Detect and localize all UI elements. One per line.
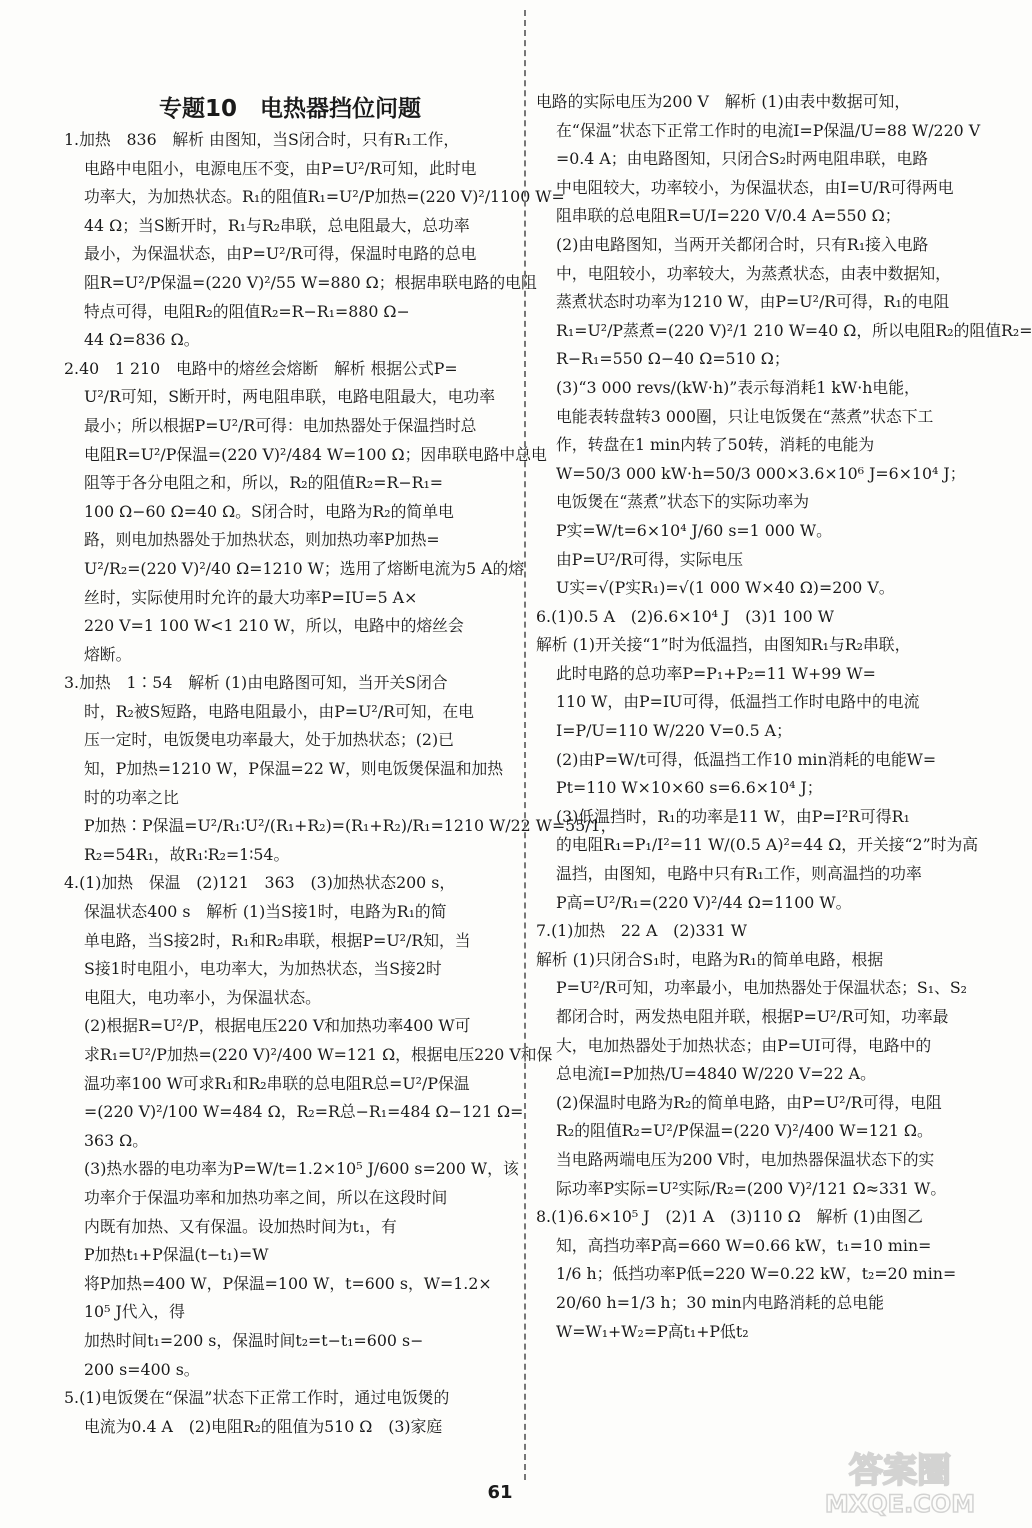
text-line: (3)热水器的电功率为P=W/t=1.2×10⁵ J/600 s=200 W，该 <box>84 1159 519 1179</box>
text-line: R₁=U²/P蒸煮=(220 V)²/1 210 W=40 Ω，所以电阻R₂的阻值R₂= <box>556 320 1032 340</box>
text-line: 解析 (1)开关接“1”时为低温挡，由图知R₁与R₂串联， <box>536 635 911 655</box>
text-line: 温功率100 W可求R₁和R₂串联的总电阻R总=U²/P保温 <box>84 1073 470 1093</box>
text-line: P=U²/R可知，功率最小，电加热器处于保温状态；S₁、S₂ <box>556 978 967 998</box>
text-line: 解析 (1)只闭合S₁时，电路为R₁的简单电路，根据 <box>536 949 884 969</box>
text-line: 电阻大，电功率小，为保温状态。 <box>84 987 321 1007</box>
text-line: W=50/3 000 kW·h=50/3 000×3.6×10⁶ J=6×10⁴ J； <box>556 463 966 483</box>
text-line: =(220 V)²/100 W=484 Ω，R₂=R总−R₁=484 Ω−121 Ω= <box>84 1102 524 1122</box>
text-line: 温挡，由图知，电路中只有R₁工作，则高温挡的功率 <box>556 864 922 884</box>
text-line: =0.4 A；由电路图知，只闭合S₂时两电阻串联，电路 <box>556 149 929 169</box>
text-line: 功率介于保温功率和加热功率之间，所以在这段时间 <box>84 1187 448 1207</box>
text-line: 7.(1)加热 22 A (2)331 W <box>536 921 747 941</box>
text-line: 总电流I=P加热/U=4840 W/220 V=22 A。 <box>556 1064 876 1084</box>
text-line: (3)低温挡时，R₁的功率是11 W，由P=I²R可得R₁ <box>556 806 910 826</box>
page-number: 61 <box>487 1482 513 1503</box>
text-line: 丝时，实际使用时允许的最大功率P=IU=5 A× <box>84 587 418 607</box>
text-line: 单电路，当S接2时，R₁和R₂串联，根据P=U²/R知，当 <box>84 930 471 950</box>
text-line: 8.(1)6.6×10⁵ J (2)1 A (3)110 Ω 解析 (1)由图乙 <box>536 1207 923 1227</box>
text-line: 由P=U²/R可得，实际电压 <box>556 549 744 569</box>
text-line: 110 W，由P=IU可得，低温挡工作时电路中的电流 <box>556 692 920 712</box>
text-line: 际功率P实际=U²实际/R₂=(200 V)²/121 Ω≈331 W。 <box>556 1178 947 1198</box>
right-column <box>536 0 1032 1490</box>
text-line: 1/6 h；低挡功率P低=220 W=0.22 kW，t₂=20 min= <box>556 1264 957 1284</box>
text-line: 将P加热=400 W，P保温=100 W，t=600 s，W=1.2× <box>84 1273 492 1293</box>
text-line: Pt=110 W×10×60 s=6.6×10⁴ J； <box>556 778 823 798</box>
text-line: 知，P加热=1210 W，P保温=22 W，则电饭煲保温和加热 <box>84 759 504 779</box>
text-line: (2)保温时电路为R₂的简单电路，由P=U²/R可得，电阻 <box>556 1092 942 1112</box>
text-line: 保温状态400 s 解析 (1)当S接1时，电路为R₁的简 <box>84 902 447 922</box>
text-line: 1.加热 836 解析 由图知，当S闭合时，只有R₁工作， <box>64 130 460 149</box>
text-line: 220 V=1 100 W<1 210 W，所以，电路中的熔丝会 <box>84 616 464 636</box>
text-line: 4.(1)加热 保温 (2)121 363 (3)加热状态200 s， <box>64 873 456 893</box>
text-line: 电能表转盘转3 000圈，只让电饭煲在“蒸煮”状态下工 <box>556 406 934 426</box>
text-line: 363 Ω。 <box>84 1130 149 1150</box>
text-line: 都闭合时，两发热电阻并联，根据P=U²/R可知，功率最 <box>556 1007 949 1026</box>
text-line: 3.加热 1∶54 解析 (1)由电路图可知，当开关S闭合 <box>64 673 448 693</box>
text-line: R−R₁=550 Ω−40 Ω=510 Ω； <box>556 349 790 369</box>
text-line: R₂的阻值R₂=U²/P保温=(220 V)²/400 W=121 Ω。 <box>556 1121 933 1141</box>
text-line: 求R₁=U²/P加热=(220 V)²/400 W=121 Ω，根据电压220 V和保 <box>84 1045 553 1064</box>
right-text-block <box>536 88 1032 1346</box>
text-line: U实=√(P实R₁)=√(1 000 W×40 Ω)=200 V。 <box>556 578 895 598</box>
watermark-logo <box>810 1446 990 1520</box>
text-line: 阻R=U²/P保温=(220 V)²/55 W=880 Ω；根据串联电路的电阻 <box>84 272 537 292</box>
text-line: 蒸煮状态时功率为1210 W，由P=U²/R可得，R₁的电阻 <box>556 292 950 312</box>
text-line: (2)由电路图知，当两开关都闭合时，只有R₁接入电路 <box>556 234 929 254</box>
text-line: 44 Ω；当S断开时，R₁与R₂串联，总电阻最大，总功率 <box>84 215 470 235</box>
svg-text:答案圈: 答案圈 <box>849 1451 951 1491</box>
text-line: 5.(1)电饭煲在“保温”状态下正常工作时，通过电饭煲的 <box>64 1388 450 1408</box>
text-line: U²/R可知，S断开时，两电阻串联，电路电阻最大，电功率 <box>84 387 496 407</box>
text-line: P加热t₁+P保温(t−t₁)=W <box>84 1245 269 1265</box>
text-line: 44 Ω=836 Ω。 <box>84 330 200 350</box>
text-line: 10⁵ J代入，得 <box>84 1302 185 1322</box>
text-line: (2)根据R=U²/P，根据电压220 V和加热功率400 W可 <box>84 1016 471 1036</box>
text-line: P实=W/t=6×10⁴ J/60 s=1 000 W。 <box>556 520 832 540</box>
text-line: R₂=54R₁，故R₁∶R₂=1∶54。 <box>84 844 290 864</box>
text-line: W=W₁+W₂=P高t₁+P低t₂ <box>556 1321 749 1341</box>
text-line: 电流为0.4 A (2)电阻R₂的阻值为510 Ω (3)家庭 <box>84 1416 443 1436</box>
text-line: 6.(1)0.5 A (2)6.6×10⁴ J (3)1 100 W <box>536 606 834 626</box>
text-line: 中电阻较大，功率较小，为保温状态，由I=U/R可得两电 <box>556 177 954 197</box>
watermark-graphic <box>810 1446 990 1520</box>
text-line: 中，电阻较小，功率较大，为蒸煮状态，由表中数据知， <box>556 263 951 283</box>
text-line: 功率大，为加热状态。R₁的阻值R₁=U²/P加热=(220 V)²/1100 W= <box>84 187 565 207</box>
text-line: 时，R₂被S短路，电路电阻最小，由P=U²/R可知，在电 <box>84 701 474 721</box>
text-line: 此时电路的总功率P=P₁+P₂=11 W+99 W= <box>556 663 876 683</box>
text-line: 在“保温”状态下正常工作时的电流I=P保温/U=88 W/220 V <box>556 120 981 140</box>
text-line: 20/60 h=1/3 h；30 min内电路消耗的总电能 <box>556 1292 884 1312</box>
text-line: I=P/U=110 W/220 V=0.5 A； <box>556 721 792 741</box>
text-line: 阻串联的总电阻R=U/I=220 V/0.4 A=550 Ω； <box>556 206 901 226</box>
text-line: 100 Ω−60 Ω=40 Ω。S闭合时，电路为R₂的简单电 <box>84 501 454 521</box>
text-line: (2)由P=W/t可得，低温挡工作10 min消耗的电能W= <box>556 749 937 769</box>
section-title-wrap <box>64 90 516 126</box>
text-line: 特点可得，电阻R₂的阻值R₂=R−R₁=880 Ω− <box>84 301 410 321</box>
text-line: 阻等于各分电阻之和，所以，R₂的阻值R₂=R−R₁= <box>84 473 444 493</box>
text-line: 电饭煲在“蒸煮”状态下的实际功率为 <box>556 492 810 512</box>
text-line: 2.40 1 210 电路中的熔丝会熔断 解析 根据公式P= <box>64 358 458 378</box>
text-line: 内既有加热、又有保温。设加热时间为t₁，有 <box>84 1216 397 1236</box>
text-line: 知，高挡功率P高=660 W=0.66 kW，t₁=10 min= <box>556 1235 932 1255</box>
text-line: 当电路两端电压为200 V时，电加热器保温状态下的实 <box>556 1149 935 1169</box>
left-column <box>64 0 617 1490</box>
text-line: 最小；所以根据P=U²/R可得：电加热器处于保温挡时总 <box>84 415 477 435</box>
text-line: 路，则电加热器处于加热状态，则加热功率P加热= <box>84 530 440 550</box>
text-line: 熔断。 <box>84 644 132 664</box>
text-line: 电阻R=U²/P保温=(220 V)²/484 W=100 Ω；因串联电路中总电 <box>84 444 547 464</box>
text-line: 电路中电阻小，电源电压不变，由P=U²/R可知，此时电 <box>84 158 477 178</box>
text-line: P高=U²/R₁=(220 V)²/44 Ω=1100 W。 <box>556 892 852 912</box>
text-line: 的电阻R₁=P₁/I²=11 W/(0.5 A)²=44 Ω，开关接“2”时为高 <box>556 835 979 855</box>
text-line: 时的功率之比 <box>84 787 179 807</box>
text-line: 压一定时，电饭煲电功率最大，处于加热状态；(2)已 <box>84 730 454 750</box>
text-line: 大，电加热器处于加热状态；由P=UI可得，电路中的 <box>556 1035 932 1055</box>
text-line: 加热时间t₁=200 s，保温时间t₂=t−t₁=600 s− <box>84 1330 424 1350</box>
svg-text:MXQE.COM: MXQE.COM <box>824 1490 976 1518</box>
left-text-block <box>64 126 617 1441</box>
text-line: S接1时电阻小，电功率大，为加热状态，当S接2时 <box>84 959 442 979</box>
text-line: (3)“3 000 revs/(kW·h)”表示每消耗1 kW·h电能， <box>556 377 920 397</box>
column-divider <box>524 10 526 1480</box>
text-line: U²/R₂=(220 V)²/40 Ω=1210 W；选用了熔断电流为5 A的熔 <box>84 558 525 578</box>
text-line: 200 s=400 s。 <box>84 1359 200 1379</box>
text-line: 作，转盘在1 min内转了50转，消耗的电能为 <box>556 435 875 455</box>
section-title: 专题10 电热器挡位问题 <box>158 96 421 122</box>
text-line: 最小，为保温状态，由P=U²/R可得，保温时电路的总电 <box>84 244 477 264</box>
text-line: P加热∶P保温=U²/R₁∶U²/(R₁+R₂)=(R₁+R₂)/R₁=1210 W/22 W=55/1， <box>84 816 617 836</box>
text-line: 电路的实际电压为200 V 解析 (1)由表中数据可知， <box>536 92 911 111</box>
